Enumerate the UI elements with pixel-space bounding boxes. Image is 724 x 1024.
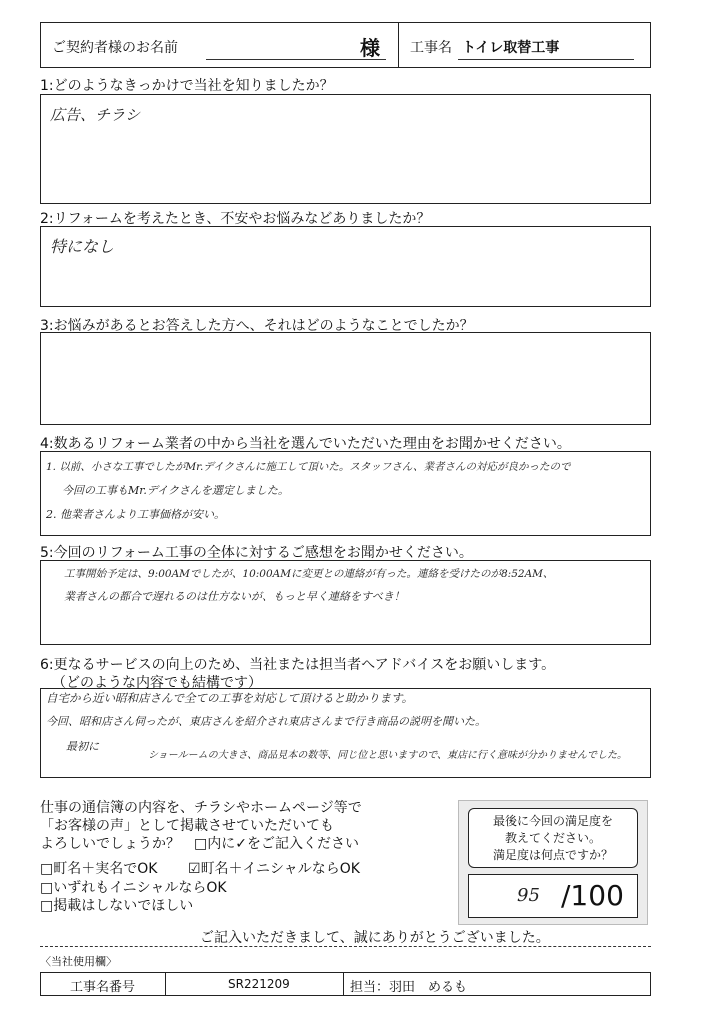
work-name-value: トイレ取替工事: [462, 40, 560, 56]
question-2-label: 2:リフォームを考えたとき、不安やお悩みなどありましたか？: [40, 211, 431, 227]
staff-name: 担当：羽田 めるも: [350, 980, 468, 995]
office-divider-1: [165, 972, 166, 996]
dashed-separator: [40, 946, 651, 947]
answer-6-line-2: 今回、昭和店さん伺ったが、東店さんを紹介され東店さんまで行き商品の説明を聞いた。: [46, 715, 486, 728]
work-number-value: SR221209: [228, 977, 290, 991]
satisfaction-score: 95: [517, 885, 540, 906]
answer-4-line-1: 1. 以前、小さな工事でしたがMr.デイクさんに施工して頂いた。スタッフさん、業者さんの対応が良かったので: [46, 461, 571, 473]
question-1-label: 1:どのようなきっかけで当社を知りましたか？: [40, 78, 334, 94]
satisfaction-score-box: [468, 874, 638, 918]
office-divider-2: [343, 972, 344, 996]
question-4-label: 4:数あるリフォーム業者の中から当社を選んでいただいた理由をお聞かせください。: [40, 436, 571, 452]
honorific: 様: [360, 36, 380, 60]
answer-3-box: [40, 332, 651, 425]
permission-option-2-label: 町名＋イニシャルならOK: [200, 861, 360, 877]
answer-4-line-2: 今回の工事もMr.デイクさんを選定しました。: [62, 484, 289, 497]
answer-6-line-3: 最初に: [66, 740, 99, 753]
permission-option-2[interactable]: [188, 858, 360, 878]
permission-text-line-2: 「お客様の声」として掲載させていただいても: [40, 818, 334, 834]
thanks-message: ご記入いただきまして、誠にありがとうございました。: [200, 930, 550, 946]
permission-text-line-3: よろしいでしょうか？ □内に✓をご記入ください: [40, 836, 359, 852]
work-name-label: 工事名: [410, 40, 452, 56]
answer-4-line-3: 2. 他業者さんより工事価格が安い。: [46, 508, 225, 521]
satisfaction-question-line-1: 最後に今回の満足度を: [492, 814, 613, 828]
work-number-label: 工事名番号: [70, 980, 136, 995]
answer-6-line-1: 自宅から近い昭和店さんで全ての工事を対応して頂けると助かります。: [46, 691, 414, 705]
answer-5-line-2: 業者さんの都合で遅れるのは仕方ないが、もっと早く連絡をすべき！: [64, 590, 405, 603]
permission-text-line-1: 仕事の通信簿の内容を、チラシやホームページ等で: [40, 800, 362, 816]
question-3-label: 3:お悩みがあるとお答えした方へ、それはどのようなことでしたか？: [40, 318, 474, 334]
permission-option-3-label: いずれもイニシャルならOK: [53, 880, 227, 896]
permission-option-1[interactable]: [40, 858, 157, 878]
checkbox-empty-icon[interactable]: □: [40, 880, 54, 896]
satisfaction-question-box: [468, 808, 638, 868]
checkbox-checked-icon[interactable]: ☑: [188, 861, 201, 877]
checkbox-empty-icon[interactable]: □: [40, 861, 54, 877]
satisfaction-max: /100: [561, 879, 624, 912]
question-5-label: 5:今回のリフォーム工事の全体に対するご感想をお聞かせください。: [40, 545, 473, 561]
checkbox-empty-icon[interactable]: □: [40, 898, 54, 914]
answer-1-line-1: 広告、チラシ: [50, 106, 141, 124]
permission-option-3[interactable]: [40, 877, 227, 897]
answer-5-line-1: 工事開始予定は、9:00AMでしたが、10:00AMに変更との連絡が有った。連絡を受けたのが8:52AM、: [64, 568, 554, 580]
customer-name-label: ご契約者様のお名前: [52, 40, 178, 56]
permission-option-4-label: 掲載はしないでほしい: [53, 898, 194, 914]
office-use-label: 〈当社使用欄〉: [40, 955, 117, 968]
header-divider: [398, 22, 399, 68]
permission-option-4[interactable]: [40, 895, 193, 915]
answer-2-box: [40, 226, 651, 307]
permission-option-1-label: 町名＋実名でOK: [53, 861, 158, 877]
customer-name-underline: [206, 59, 386, 60]
work-name-underline: [458, 59, 634, 60]
satisfaction-question-line-2: 教えてください。: [504, 831, 601, 845]
answer-2-line-1: 特になし: [50, 237, 115, 256]
answer-6-line-4: ショールームの大きさ、商品見本の数等、同じ位と思いますので、東店に行く意味が分かりませんでした。: [148, 750, 627, 761]
satisfaction-question-line-3: 満足度は何点ですか？: [492, 848, 613, 862]
question-6-label: 6:更なるサービスの向上のため、当社または担当者へアドバイスをお願いします。: [40, 657, 556, 673]
question-6-sublabel: （どのような内容でも結構です）: [52, 675, 262, 691]
